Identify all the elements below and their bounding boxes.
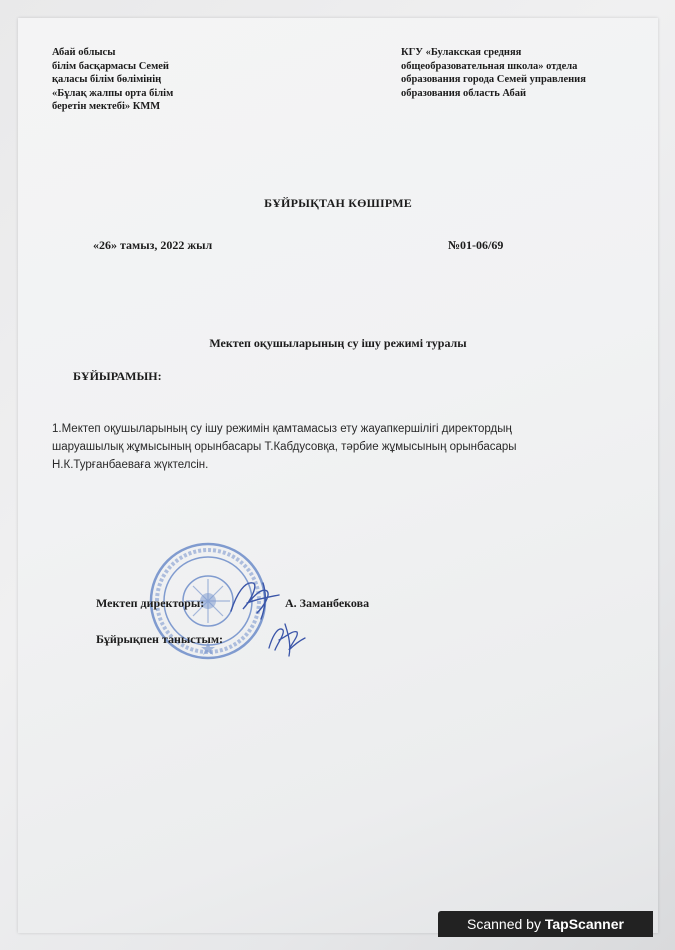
header-right-line: образования область Абай xyxy=(401,87,527,99)
header-right-block xyxy=(401,46,586,100)
document-number: №01-06/69 xyxy=(448,238,504,252)
header-left-line: білім басқармасы Семей xyxy=(52,60,169,72)
document-date: «26» тамыз, 2022 жыл xyxy=(93,238,213,252)
header-right-line: образования города Семей управления xyxy=(401,74,586,85)
paragraph-line: шаруашылық жұмысының орынбасары Т.Кабдусовқа, тәрбие жұмысының орынбасары xyxy=(52,441,517,453)
document-title: БҰЙРЫҚТАН КӨШІРМЕ xyxy=(264,196,412,210)
header-left-line: Абай облысы xyxy=(52,47,116,58)
paragraph-line: Н.К.Турғанбаеваға жүктелсін. xyxy=(52,459,209,471)
document-subject: Мектеп оқушыларының су ішу режимі туралы xyxy=(209,336,467,350)
acknowledgement-label: Бұйрықпен таныстым: xyxy=(96,632,224,646)
scanner-watermark xyxy=(438,911,653,937)
document-page xyxy=(18,18,658,933)
header-right-line: КГУ «Булакская средняя xyxy=(401,47,522,58)
watermark-brand: TapScanner xyxy=(544,916,624,932)
header-left-block xyxy=(52,46,173,114)
order-paragraph xyxy=(52,420,612,474)
director-signature xyxy=(223,573,283,623)
header-right-line: общеобразовательная школа» отдела xyxy=(401,60,578,72)
paragraph-line: 1.Мектеп оқушыларының су ішу режимін қамтамасыз ету жауапкершілігі директордың xyxy=(52,423,512,435)
header-left-line: беретін мектебі» КММ xyxy=(52,101,161,112)
acknowledgement-signature xyxy=(263,618,308,658)
order-word: БҰЙЫРАМЫН: xyxy=(73,369,162,383)
watermark-prefix: Scanned by xyxy=(467,916,545,932)
header-left-line: қаласы білім бөлімінің xyxy=(52,74,162,85)
director-label: Мектеп директоры: xyxy=(96,596,205,610)
director-name: А. Заманбекова xyxy=(285,596,370,610)
header-left-line: «Бұлақ жалпы орта білім xyxy=(52,87,174,99)
